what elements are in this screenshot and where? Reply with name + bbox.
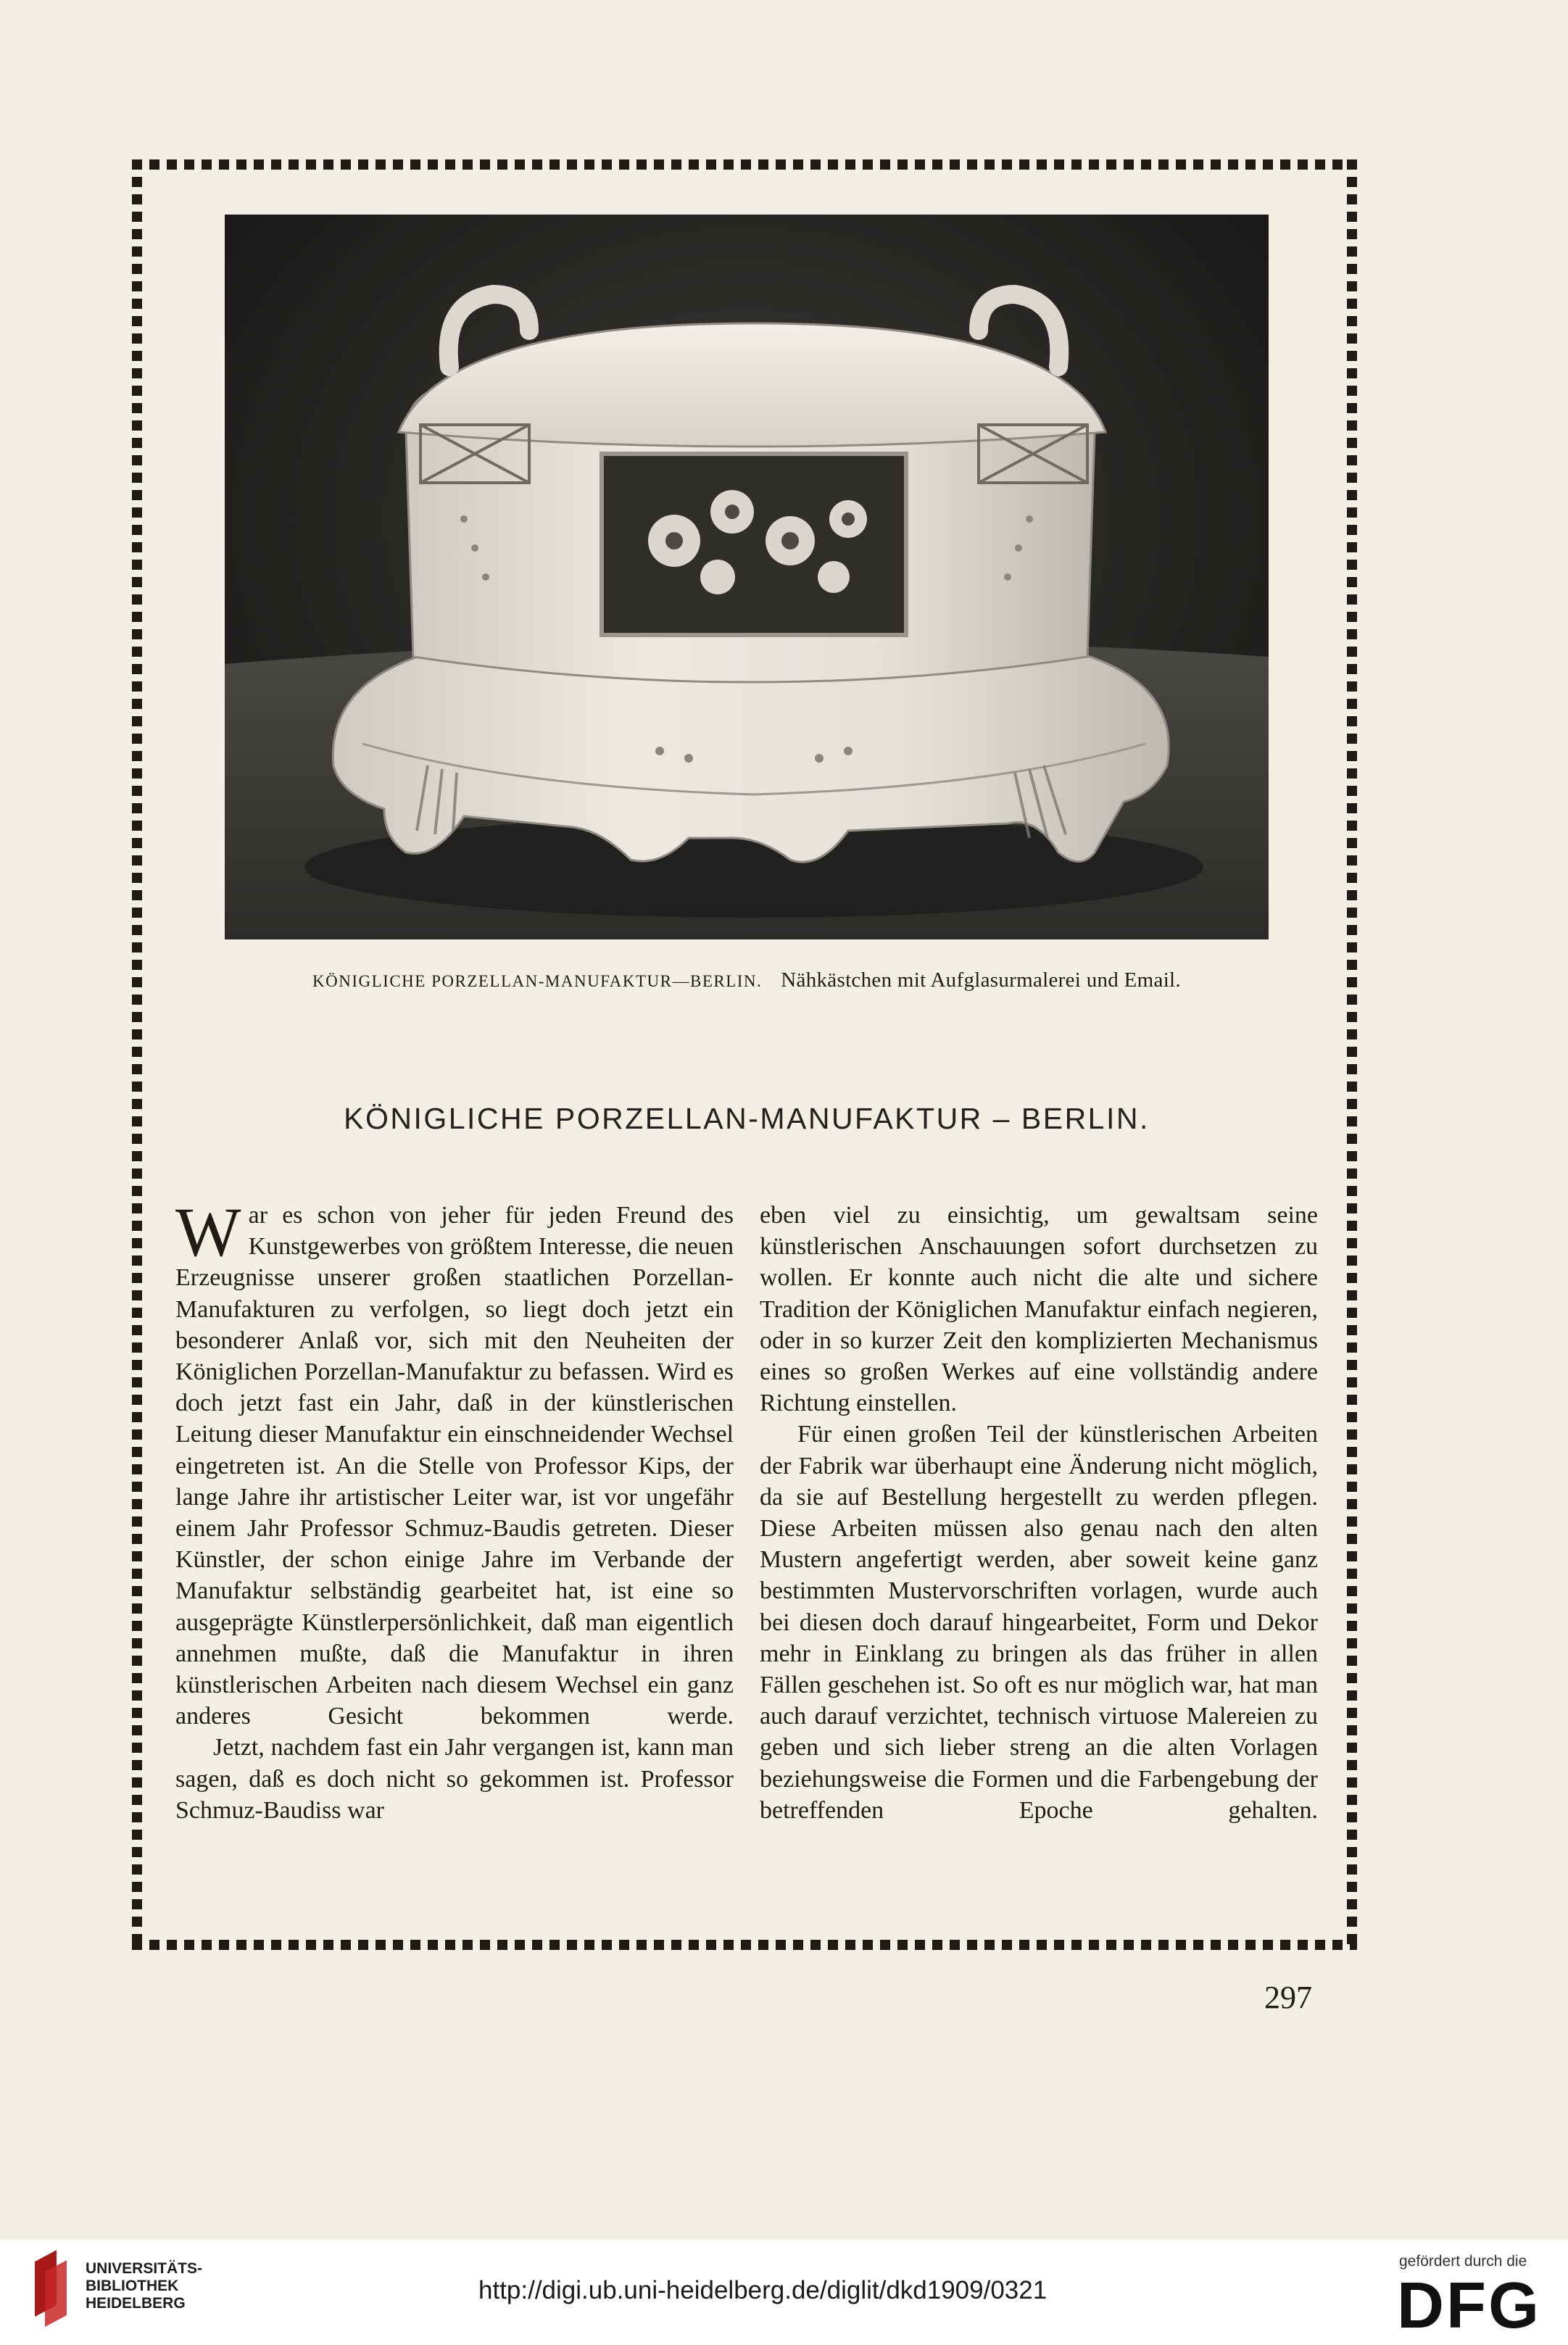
paragraph-text: ar es schon von jeher für jeden Freund des Kunstgewerbes von größtem Interesse, die neuen Erzeugnisse unserer großen staatlichen Porzellan-Manufakturen zu verfolgen, so liegt doch jetzt ein besonderer Anlaß vor, sich mit den Neuheiten der Königlichen Porzellan-Manufaktur zu befassen. Wird es doch jetzt fast ein Jahr, daß in der künstlerischen Leitung dieser Manufaktur ein einschneidender Wechsel eingetreten ist. An die Stelle von Professor Kips, der lange Jahre ihr artistischer Leiter war, ist vor ungefähr einem Jahr Professor Schmuz-Baudis getreten. Dieser Künstler, der schon einige Jahre im Verbande der Manufaktur selbständig gearbeitet hat, ist eine so ausgeprägte Künstlerpersönlichkeit, daß man eigentlich annehmen mußte, daß die Manufaktur in ihren künstlerischen Arbeiten nach diesem Wechsel ein ganz anderes Gesicht bekommen werde.	[175, 1202, 734, 1730]
photo-caption	[225, 968, 1269, 992]
text-column-left	[175, 1193, 734, 1826]
border-top	[132, 159, 1357, 170]
paragraph: Für einen großen Teil der künstlerischen Arbeiten der Fabrik war überhaupt eine Änderung nicht möglich, da sie auf Bestellung hergestellt zu werden pflegen. Diese Arbeiten müssen also genau nach den alten Mustern angefertigt werden, aber soweit keine ganz bestimmten Mustervorschriften vorlagen, wurde auch bei diesen doch darauf hingearbeitet, Form und Dekor mehr in Einklang zu bringen als das früher in allen Fällen geschehen ist. So oft es nur möglich war, hat man auch darauf verzichtet, technisch virtuose Malereien zu geben und sich lieber streng an die alten Vorlagen beziehungsweise die Formen und die Farbengebung der betreffenden Epoche gehalten.	[760, 1421, 1318, 1824]
paragraph	[175, 1193, 734, 1732]
sewing-box-illustration	[225, 215, 1269, 939]
paragraph: eben viel zu einsichtig, um gewaltsam seine künstlerischen Anschauungen sofort durchsetzen zu wollen. Er konnte auch nicht die alte und sichere Tradition der Königlichen Manufaktur einfach negieren, oder in so kurzer Zeit den komplizierten Mechanismus eines so großen Werkes auf eine vollständig andere Richtung einstellen.	[760, 1202, 1318, 1417]
paragraph: Jetzt, nachdem fast ein Jahr vergangen ist, kann man sagen, daß es doch nicht so gekommen ist. Professor Schmuz-Baudiss war	[175, 1734, 734, 1824]
border-bottom	[132, 1940, 1357, 1950]
library-name	[86, 2260, 202, 2312]
library-name-line: HEIDELBERG	[86, 2295, 186, 2312]
dfg-logo: DFG	[1397, 2270, 1541, 2342]
caption-description: Nähkästchen mit Aufglasurmalerei und Email.	[781, 968, 1181, 992]
porcelain-box-photograph	[225, 215, 1269, 939]
university-library-logo-icon	[29, 2247, 72, 2328]
drop-cap: W	[175, 1193, 241, 1271]
library-name-line: UNIVERSITÄTS-	[86, 2260, 203, 2277]
library-name-line: BIBLIOTHEK	[86, 2278, 179, 2294]
text-column-right	[760, 1200, 1318, 1826]
article-title: KÖNIGLICHE PORZELLAN-MANUFAKTUR – BERLIN.	[344, 1102, 1150, 1135]
border-right	[1347, 159, 1357, 1950]
caption-maker: KÖNIGLICHE PORZELLAN-MANUFAKTUR—BERLIN.	[312, 972, 763, 990]
digitization-footer	[0, 2240, 1568, 2345]
page-number: 297	[1264, 1980, 1312, 2015]
border-left	[132, 159, 142, 1950]
funding-note: gefördert durch die	[1399, 2253, 1527, 2270]
permalink-url[interactable]: http://digi.ub.uni-heidelberg.de/diglit/dkd1909/0321	[478, 2276, 1048, 2304]
